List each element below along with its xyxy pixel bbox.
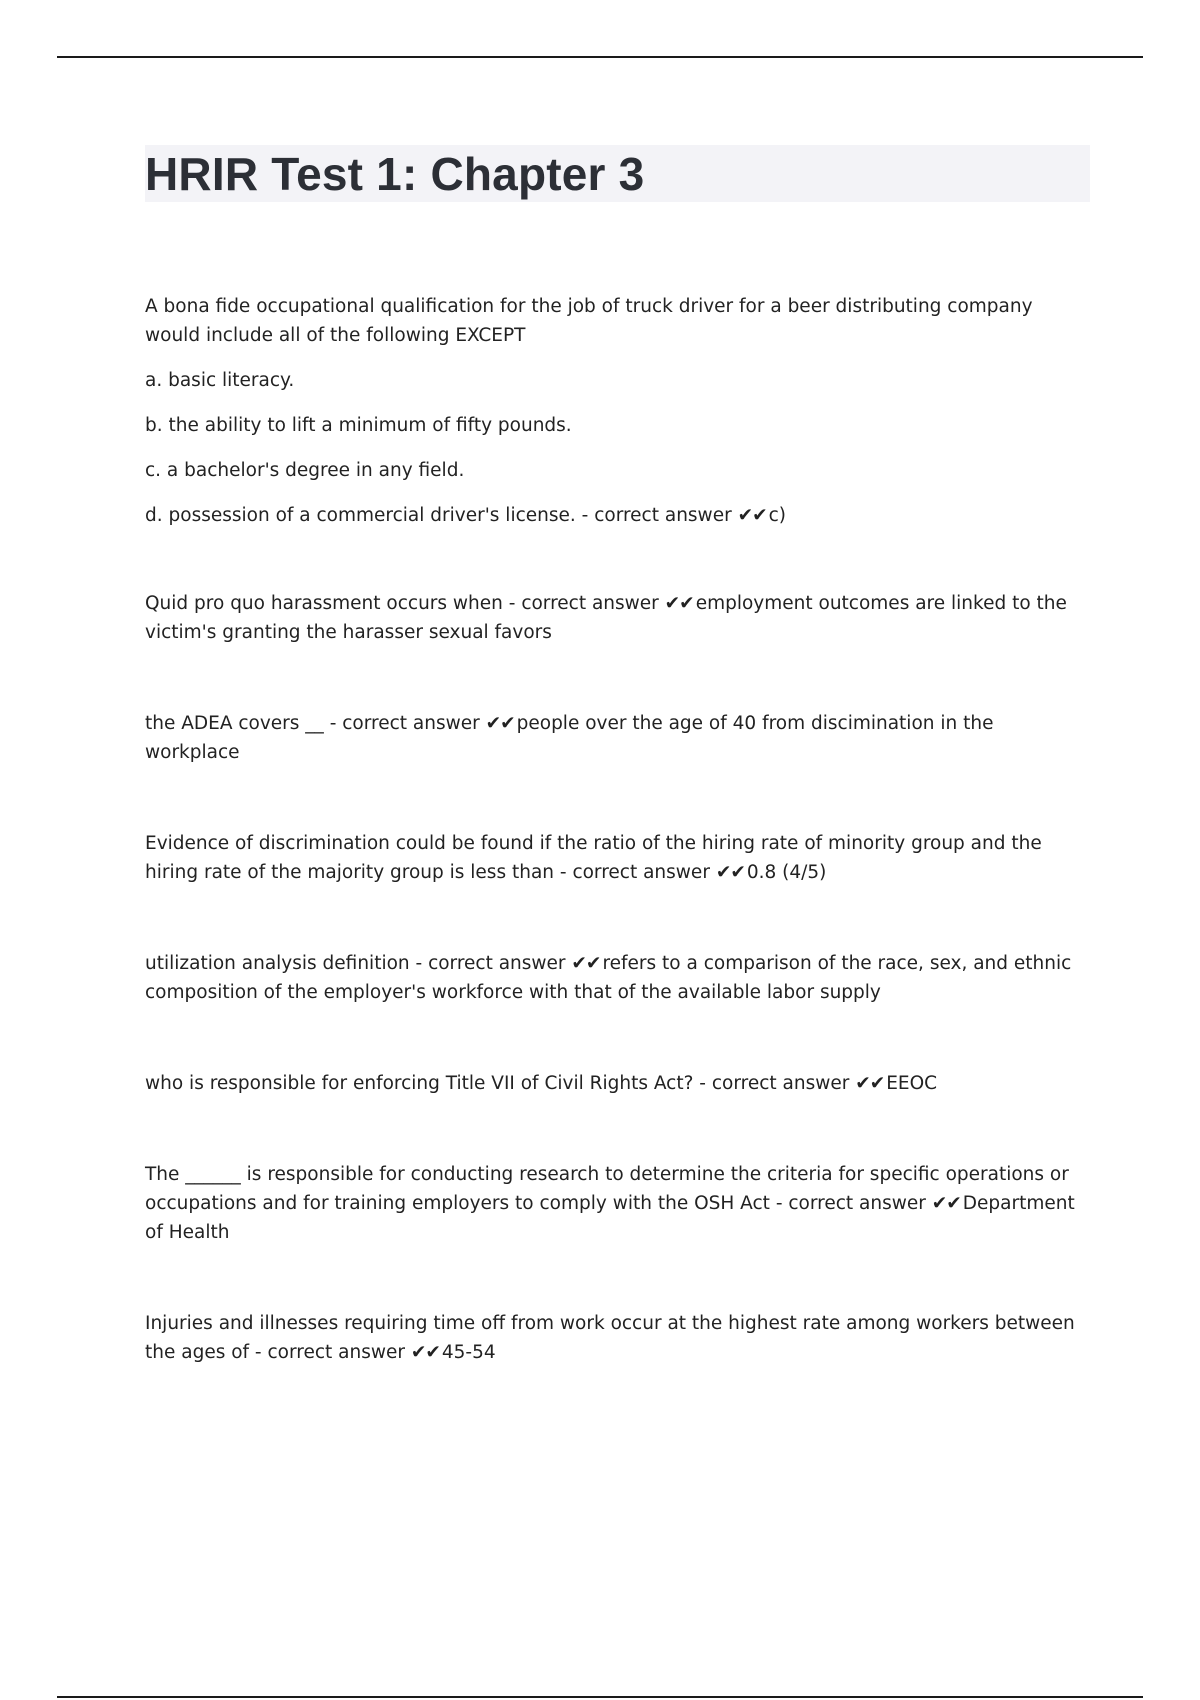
qa-item [145,1309,1090,1367]
qa-item-text [145,709,1090,767]
spacer [145,1007,1090,1069]
mc-answer: c) [768,505,786,526]
qa-question: the ADEA covers __ - correct answer [145,713,486,734]
qa-item [145,829,1090,887]
qa-item-text [145,1309,1090,1367]
qa-item [145,949,1090,1007]
qa-item [145,1069,1090,1098]
check-icon: ✔✔ [485,713,515,734]
qa-item-text [145,1160,1090,1247]
mc-question-stem: A bona fide occupational qualification for the job of truck driver for a beer distributing company would include all of the following EXCEPT [145,296,1033,346]
document-body [145,292,1090,1367]
check-icon: ✔✔ [855,1073,885,1094]
check-icon: ✔✔ [571,953,601,974]
check-icon: ✔✔ [931,1193,961,1214]
qa-answer: Department of Health [145,1193,1075,1243]
spacer [145,530,1090,589]
mc-option-d-text: d. possession of a commercial driver's license. - correct answer [145,505,738,526]
spacer [145,647,1090,709]
qa-item [145,589,1090,647]
check-icon: ✔✔ [410,1342,440,1363]
top-divider [57,56,1143,58]
qa-question: who is responsible for enforcing Title VII of Civil Rights Act? - correct answer [145,1073,856,1094]
spacer [145,1247,1090,1309]
qa-question: The ______ is responsible for conducting research to determine the criteria for specific operations or occupations and for training employers to comply with the OSH Act - correct answer [145,1164,1069,1214]
qa-question: Injuries and illnesses requiring time off from work occur at the highest rate among workers between the ages of - correct answer [145,1313,1075,1363]
qa-item [145,709,1090,767]
spacer [145,887,1090,949]
bottom-divider [57,1696,1143,1698]
qa-question: Quid pro quo harassment occurs when - correct answer [145,593,665,614]
qa-question: utilization analysis definition - correct answer [145,953,572,974]
qa-answer: employment outcomes are linked to the victim's granting the harasser sexual favors [145,593,1067,643]
qa-answer: EEOC [886,1073,938,1094]
qa-item-text [145,829,1090,887]
check-icon: ✔✔ [664,593,694,614]
check-icon: ✔✔ [737,505,767,526]
spacer [145,767,1090,829]
spacer [145,1098,1090,1160]
check-icon: ✔✔ [715,862,745,883]
mc-option-a: a. basic literacy. [145,370,295,391]
qa-item-text [145,1069,1090,1098]
qa-question: Evidence of discrimination could be found if the ratio of the hiring rate of minority group and the hiring rate of the majority group is less than - correct answer [145,833,1042,883]
qa-answer: refers to a comparison of the race, sex, and ethnic composition of the employer's workforce with that of the available labor supply [145,953,1072,1003]
qa-answer: people over the age of 40 from discimination in the workplace [145,713,994,763]
qa-item [145,1160,1090,1247]
qa-answer: 0.8 (4/5) [746,862,827,883]
page-title: HRIR Test 1: Chapter 3 [145,148,645,200]
mc-options [145,366,1090,530]
mc-option-b: b. the ability to lift a minimum of fifty pounds. [145,415,572,436]
mc-option-d [145,501,1090,530]
mc-question [145,292,1090,530]
qa-item-text [145,589,1090,647]
qa-item-text [145,949,1090,1007]
qa-answer: 45-54 [441,1342,496,1363]
mc-option-c: c. a bachelor's degree in any field. [145,460,465,481]
